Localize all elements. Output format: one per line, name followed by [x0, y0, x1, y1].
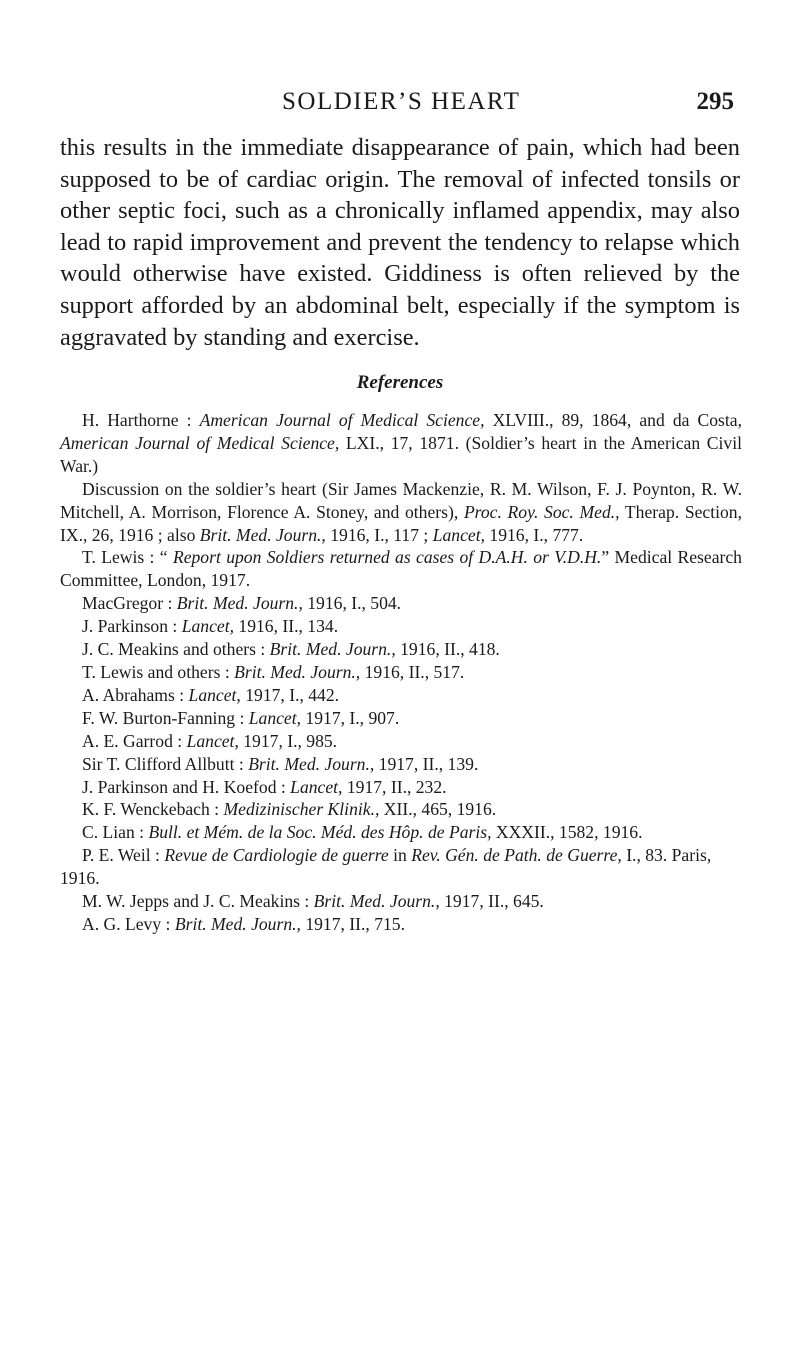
- reference-entry: [60, 661, 742, 684]
- reference-entry: [60, 592, 742, 615]
- reference-entry: [60, 546, 742, 592]
- reference-entry: [60, 409, 742, 478]
- reference-entry: [60, 844, 742, 890]
- reference-journal-title: Brit. Med. Journ.,: [248, 753, 375, 774]
- reference-entry: [60, 913, 742, 936]
- reference-text: T. Lewis and others :: [82, 661, 235, 682]
- reference-journal-title: Medizinischer Klinik.,: [223, 799, 380, 820]
- reference-journal-title: Revue de Cardiologie de guerre: [164, 845, 389, 866]
- reference-entry: [60, 890, 742, 913]
- reference-journal-title: American Journal of Medical Science,: [199, 410, 485, 430]
- reference-text: P. E. Weil :: [82, 845, 165, 866]
- reference-text: ” Medical Research Committee, London, 1917.: [60, 547, 742, 591]
- reference-journal-title: Brit. Med. Journ.,: [234, 661, 361, 682]
- reference-text: H. Harthorne :: [82, 410, 200, 430]
- reference-text: A. E. Garrod :: [82, 730, 187, 751]
- reference-text: in: [388, 845, 412, 866]
- reference-text: 1916, II., 134.: [234, 616, 339, 637]
- reference-text: J. Parkinson and H. Koefod :: [82, 776, 291, 797]
- reference-journal-title: Lancet,: [290, 776, 343, 797]
- reference-text: F. W. Burton-Fanning :: [82, 707, 249, 728]
- reference-text: XII., 465, 1916.: [379, 799, 497, 820]
- reference-text: 1917, II., 139.: [374, 753, 479, 774]
- reference-journal-title: Brit. Med. Journ.,: [269, 639, 396, 660]
- reference-text: 1916, I., 777.: [485, 524, 584, 545]
- reference-entry: [60, 753, 742, 776]
- reference-journal-title: Brit. Med. Journ.,: [174, 913, 301, 934]
- body-paragraph: this results in the immediate disappearance of pain, which had been supposed to be of cardiac origin. The removal of infected tonsils or other septic foci, such as a chronically inflamed appendix, may also lead to rapid improvement and prevent the tendency to relapse which would otherwise have existed. Giddiness is often relieved by the support afforded by an abdominal belt, especially if the symptom is aggravated by standing and exercise.: [60, 134, 740, 351]
- reference-text: 1917, I., 907.: [301, 707, 400, 728]
- reference-text: 1917, I., 985.: [238, 730, 338, 751]
- reference-journal-title: Brit. Med. Journ.,: [313, 891, 440, 912]
- reference-entry: [60, 707, 742, 730]
- reference-text: 1917, II., 232.: [342, 776, 447, 797]
- reference-text: 1916, I., 117 ;: [325, 524, 433, 545]
- reference-journal-title: American Journal of Medical Science,: [60, 432, 340, 453]
- reference-text: MacGregor :: [82, 593, 177, 614]
- reference-text: 1917, II., 715.: [300, 913, 406, 934]
- reference-journal-title: Brit. Med. Journ.,: [199, 524, 326, 545]
- reference-text: 1917, II., 645.: [439, 891, 544, 912]
- reference-text: T. Lewis : “: [82, 547, 173, 568]
- reference-journal-title: Rev. Gén. de Path. de Guerre,: [411, 845, 622, 866]
- reference-text: I., 83. Paris, 1916.: [60, 845, 712, 889]
- reference-text: 1916, II., 517.: [360, 661, 465, 682]
- reference-journal-title: Bull. et Mém. de la Soc. Méd. des Hôp. de Paris,: [148, 822, 492, 843]
- page-number: 295: [696, 88, 734, 115]
- reference-text: J. C. Meakins and others :: [82, 639, 270, 660]
- reference-journal-title: Lancet,: [248, 707, 302, 728]
- reference-journal-title: Report upon Soldiers returned as cases of D.A.H. or V.D.H.: [172, 547, 602, 568]
- reference-text: Sir T. Clifford Allbutt :: [82, 753, 249, 774]
- running-title: SOLDIER’S HEART: [282, 88, 521, 115]
- reference-text: 1917, I., 442.: [240, 684, 340, 705]
- reference-text: A. Abrahams :: [82, 684, 189, 705]
- reference-journal-title: Lancet,: [432, 524, 486, 545]
- reference-entry: [60, 730, 742, 753]
- reference-text: 1916, II., 418.: [395, 639, 500, 660]
- reference-entry: [60, 478, 742, 547]
- reference-text: 1916, I., 504.: [302, 593, 402, 614]
- reference-text: XXXII., 1582, 1916.: [491, 822, 643, 843]
- reference-entry: [60, 776, 742, 799]
- reference-entry: [60, 798, 742, 821]
- reference-journal-title: Lancet,: [181, 616, 235, 637]
- reference-text: LXI., 17, 1871. (Soldier’s heart in the American Civil War.): [60, 432, 742, 476]
- reference-text: M. W. Jepps and J. C. Meakins :: [82, 891, 314, 912]
- reference-text: Discussion on the soldier’s heart (Sir James Mackenzie, R. M. Wilson, F. J. Poynton, R. W. Mitchell, A. Morrison, Florence A. Stoney, and others),: [60, 478, 742, 522]
- page-header: [0, 88, 800, 122]
- reference-text: XLVIII., 89, 1864, and da Costa,: [484, 410, 742, 430]
- reference-journal-title: Lancet,: [188, 684, 241, 705]
- reference-entry: [60, 638, 742, 661]
- references-heading: References: [356, 372, 444, 393]
- reference-text: J. Parkinson :: [82, 616, 182, 637]
- reference-text: K. F. Wenckebach :: [82, 799, 224, 820]
- reference-journal-title: Brit. Med. Journ.,: [176, 593, 303, 614]
- reference-text: Therap. Section, IX., 26, 1916 ; also: [60, 501, 742, 545]
- reference-text: A. G. Levy :: [82, 913, 175, 934]
- reference-journal-title: Lancet,: [186, 730, 239, 751]
- references-list: [60, 409, 742, 936]
- reference-entry: [60, 615, 742, 638]
- reference-text: C. Lian :: [82, 822, 149, 843]
- reference-entry: [60, 821, 742, 844]
- reference-journal-title: Proc. Roy. Soc. Med.,: [463, 501, 620, 522]
- reference-entry: [60, 684, 742, 707]
